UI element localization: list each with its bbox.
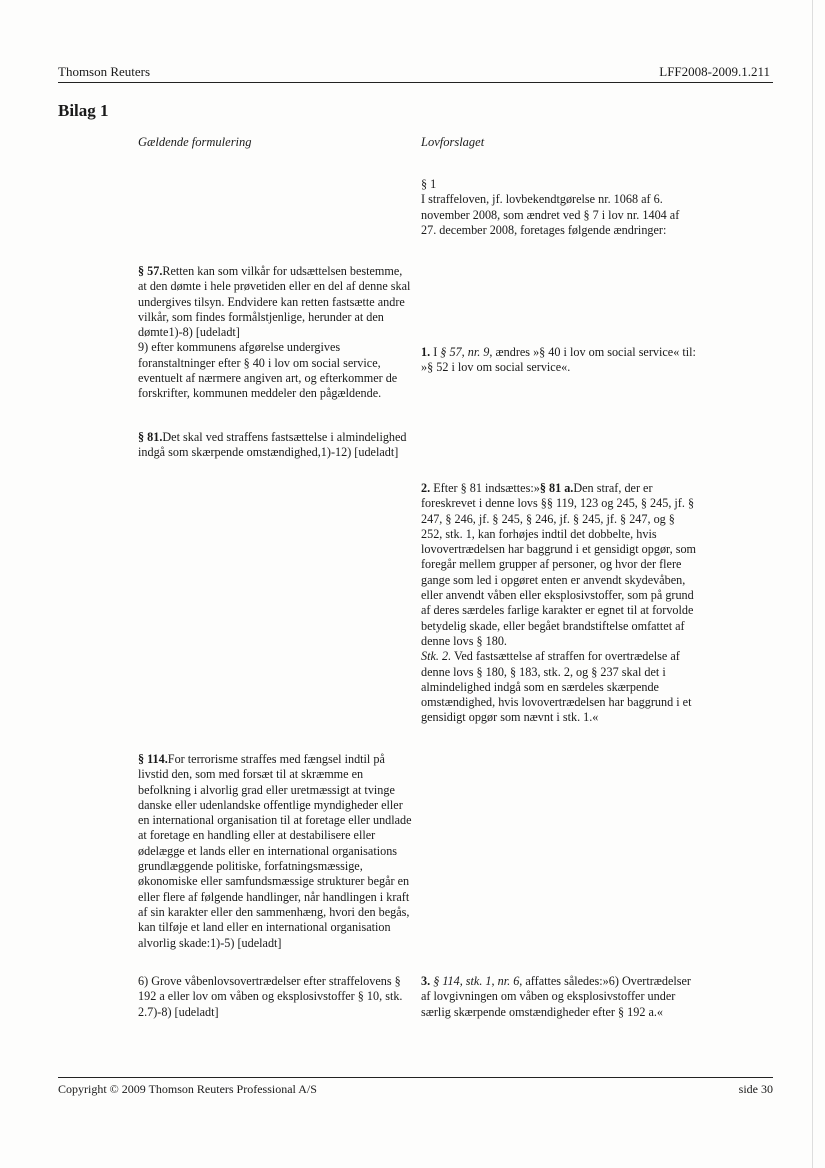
s57-text: Retten kan som vilkår for udsættelsen bestemme, at den dømte i hele prøvetiden eller en del af denne skal undergives tilsyn. Endvidere kan retten fastsætte andre vilkår, som findes formålstjenlige, herunder at den dømte1)-8) [udeladt]: [138, 264, 411, 340]
s57-paragraph: [138, 264, 414, 340]
intro-section: § 1: [421, 177, 437, 191]
intro-block: [421, 177, 697, 238]
change-3-ref: § 114, stk. 1, nr. 6,: [430, 974, 523, 988]
current-s114: [138, 752, 414, 951]
header-publisher: Thomson Reuters: [58, 64, 151, 79]
change-2-stk-label: Stk. 2.: [421, 649, 452, 664]
change-1-text: ændres »§ 40 i lov om social service« til: »§ 52 i lov om social service«.: [421, 345, 696, 375]
header-doc-ref: LFF2008-2009.1.211: [659, 64, 770, 79]
change-2-pre: Efter § 81 indsættes:»: [430, 481, 540, 495]
scan-edge: [812, 0, 813, 1168]
change-1-ref: § 57, nr. 9,: [440, 345, 493, 359]
change-3-number: 3.: [421, 974, 431, 988]
header-rule: [58, 82, 773, 83]
change-1-number: 1.: [421, 345, 431, 359]
change-2-number: 2.: [421, 481, 431, 495]
change-2-stk-text: Ved fastsættelse af straffen for overtrædelse af denne lovs § 180, § 183, stk. 2, og § 237 skal det i almindelighed indgå som en særdeles skærpende omstændighed, hvis lovovertrædelsen har baggrund i et gensidigt opgør som nævnt i stk. 1.«: [421, 649, 692, 725]
current-s81: [138, 430, 414, 461]
s114-text: For terrorisme straffes med fængsel indtil på livstid den, som med forsæt til at skræmme en befolkning i alvorlig grad eller uretmæssigt at tvinge danske eller udenlandske offentlige myndigheder eller en international organisation til at foretage eller undlade at foretage en handling eller at destabilisere eller ødelægge et lands eller en international organisations grundlæggende politiske, forfatningsmæssige, økonomiske eller samfundsmæssige strukturer begår en eller flere af følgende handlinger, når handlingen i kraft af sin karakter eller den sammenhæng, hvori den begås, kan tilføje et land eller en international organisation alvorlig skade:1)-5) [udeladt]: [138, 752, 412, 950]
s57-item9: 9) efter kommunens afgørelse undergives foranstaltninger efter § 40 i lov om social service, eventuelt af nærmere angiven art, og efterkommer de forskrifter, kommunen meddeler den pågældende.: [138, 340, 398, 401]
change-2-section: § 81 a.: [539, 481, 574, 495]
footer-rule: [58, 1077, 773, 1078]
change-3-text: affattes således:»6) Overtrædelser af lovgivningen om våben og eksplosivstoffer under særlig skærpende omstændigheder efter § 192 a.«: [421, 974, 691, 1019]
page-title: Bilag 1: [58, 101, 109, 120]
change-2-text: Den straf, der er foreskrevet i denne lovs §§ 119, 123 og 245, § 245, jf. § 247, § 246, jf. § 245, § 246, jf. § 245, jf. § 247, og § 252, stk. 1, kan forhøjes indtil det dobbelte, hvis lovovertrædelsen har baggrund i et gensidigt opgør, som foregår mellem grupper af personer, og hvor der flere gange som led i opgøret enten er anvendt skydevåben, eller anvendt våben eller eksplosivstoffer, som på grund af deres særdeles farlige karakter er egnet til at forvolde betydelig skade, eller begået brandstiftelse omfattet af denne lovs § 180.: [421, 481, 697, 648]
footer-copyright: Copyright © 2009 Thomson Reuters Professional A/S: [58, 1082, 317, 1096]
change-1-pre: I: [430, 345, 441, 359]
column-heading-current: Gældende formulering: [138, 135, 252, 149]
s81-text: Det skal ved straffens fastsættelse i almindelighed indgå som skærpende omstændighed,1)-12) [udeladt]: [138, 430, 407, 460]
proposal-change-1: [421, 345, 697, 376]
column-heading-proposal: Lovforslaget: [421, 135, 485, 149]
current-s57: [138, 264, 414, 402]
s81-label: § 81.: [138, 430, 163, 444]
intro-text: I straffeloven, jf. lovbekendtgørelse nr. 1068 af 6. november 2008, som ændret ved § 7 i lov nr. 1404 af 27. december 2008, foretages følgende ændringer:: [421, 192, 680, 237]
current-s114-item6: [138, 974, 414, 1020]
proposal-change-2: [421, 481, 697, 726]
footer-page-number: side 30: [738, 1082, 773, 1096]
s114-item6: 6) Grove våbenlovsovertrædelser efter straffelovens § 192 a eller lov om våben og eksplosivstoffer § 10, stk. 2.7)-8) [udeladt]: [138, 974, 403, 1019]
proposal-change-3: [421, 974, 697, 1020]
s57-label: § 57.: [138, 264, 163, 278]
s114-label: § 114.: [138, 752, 168, 766]
